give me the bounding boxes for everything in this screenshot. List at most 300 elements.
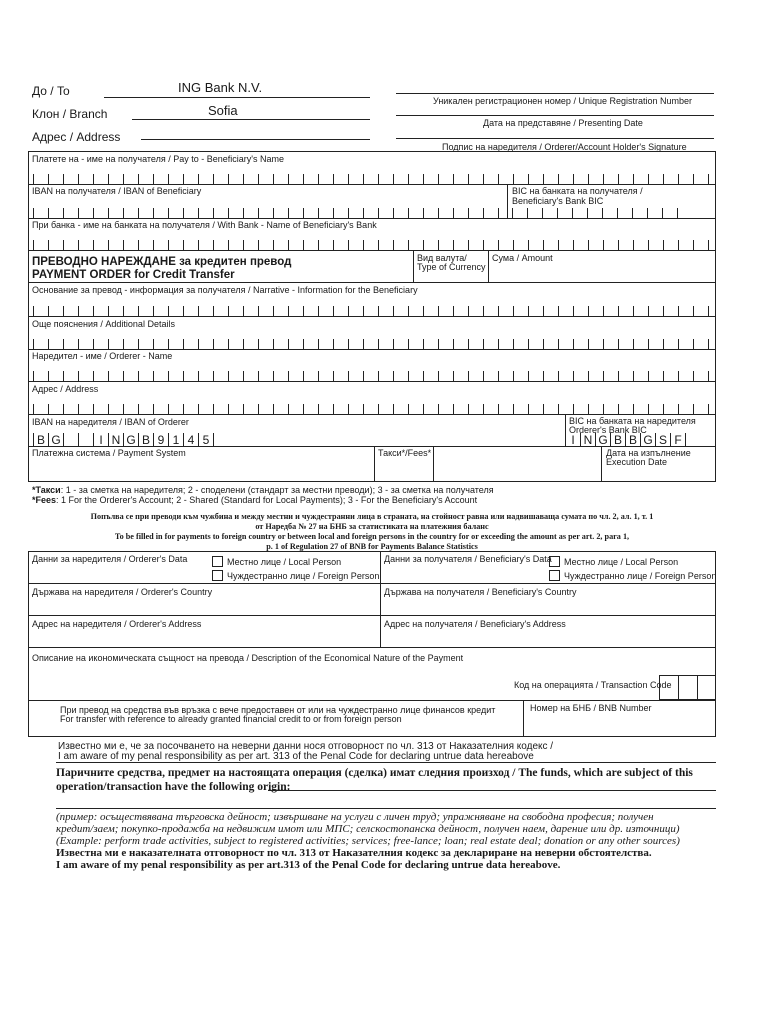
char-box[interactable]	[408, 240, 423, 250]
char-box[interactable]	[228, 371, 243, 381]
char-box[interactable]	[333, 371, 348, 381]
char-box[interactable]	[678, 306, 693, 316]
char-box[interactable]	[303, 208, 318, 218]
char-box[interactable]	[453, 371, 468, 381]
char-box[interactable]	[453, 306, 468, 316]
char-box[interactable]	[408, 404, 423, 414]
char-box[interactable]	[438, 404, 453, 414]
char-cell[interactable]: S	[655, 433, 670, 446]
char-box[interactable]	[168, 306, 183, 316]
char-box[interactable]	[153, 306, 168, 316]
char-box[interactable]	[303, 306, 318, 316]
char-box[interactable]	[273, 339, 288, 349]
char-box[interactable]	[123, 339, 138, 349]
char-box[interactable]	[423, 306, 438, 316]
char-box[interactable]	[168, 208, 183, 218]
char-box[interactable]	[93, 339, 108, 349]
char-box[interactable]	[93, 306, 108, 316]
char-box[interactable]	[528, 339, 543, 349]
char-box[interactable]	[573, 240, 588, 250]
char-box[interactable]	[48, 174, 63, 184]
char-box[interactable]	[393, 306, 408, 316]
char-box[interactable]	[693, 240, 708, 250]
char-box[interactable]	[498, 240, 513, 250]
char-box[interactable]	[558, 306, 573, 316]
char-cell[interactable]	[78, 433, 93, 446]
char-box[interactable]	[138, 306, 153, 316]
char-box[interactable]	[393, 339, 408, 349]
char-box[interactable]	[258, 208, 273, 218]
char-box[interactable]	[123, 174, 138, 184]
payto-char-boxes[interactable]	[33, 174, 709, 184]
char-box[interactable]	[363, 371, 378, 381]
char-cell[interactable]: I	[565, 433, 580, 446]
char-box[interactable]	[288, 306, 303, 316]
char-box[interactable]	[633, 240, 648, 250]
char-box[interactable]	[693, 306, 708, 316]
char-box[interactable]	[318, 240, 333, 250]
char-box[interactable]	[468, 371, 483, 381]
char-box[interactable]	[438, 339, 453, 349]
char-box[interactable]	[453, 174, 468, 184]
char-box[interactable]	[243, 339, 258, 349]
char-cell[interactable]: B	[138, 433, 153, 446]
char-box[interactable]	[348, 339, 363, 349]
char-box[interactable]	[393, 240, 408, 250]
char-box[interactable]	[273, 404, 288, 414]
char-box[interactable]	[108, 174, 123, 184]
char-box[interactable]	[198, 306, 213, 316]
char-box[interactable]	[468, 339, 483, 349]
orderer-local-checkbox[interactable]	[212, 556, 223, 567]
char-box[interactable]	[123, 371, 138, 381]
char-box[interactable]	[318, 174, 333, 184]
char-box[interactable]	[513, 174, 528, 184]
char-box[interactable]	[198, 371, 213, 381]
char-box[interactable]	[93, 240, 108, 250]
char-box[interactable]	[557, 208, 572, 218]
char-box[interactable]	[78, 208, 93, 218]
char-box[interactable]	[483, 208, 498, 218]
char-box[interactable]	[588, 339, 603, 349]
char-box[interactable]	[558, 339, 573, 349]
char-box[interactable]	[213, 306, 228, 316]
char-box[interactable]	[663, 306, 678, 316]
orderer-address-char-boxes[interactable]	[33, 404, 709, 414]
char-box[interactable]	[153, 240, 168, 250]
char-box[interactable]	[618, 404, 633, 414]
char-box[interactable]	[528, 240, 543, 250]
funds-origin-line[interactable]	[268, 790, 716, 791]
char-box[interactable]	[588, 174, 603, 184]
signature-line[interactable]	[396, 138, 714, 139]
char-cell[interactable]: G	[123, 433, 138, 446]
char-box[interactable]	[408, 174, 423, 184]
char-box[interactable]	[528, 404, 543, 414]
char-box[interactable]	[602, 208, 617, 218]
char-box[interactable]	[48, 339, 63, 349]
char-box[interactable]	[123, 208, 138, 218]
char-cell[interactable]: 5	[198, 433, 213, 446]
char-box[interactable]	[108, 306, 123, 316]
branch-value[interactable]: Sofia	[208, 103, 238, 118]
char-box[interactable]	[438, 208, 453, 218]
char-box[interactable]	[363, 208, 378, 218]
char-box[interactable]	[33, 208, 48, 218]
char-box[interactable]	[318, 306, 333, 316]
char-cell[interactable]: G	[48, 433, 63, 446]
char-box[interactable]	[528, 306, 543, 316]
with-bank-char-boxes[interactable]	[33, 240, 709, 250]
char-box[interactable]	[288, 208, 303, 218]
char-box[interactable]	[318, 371, 333, 381]
char-box[interactable]	[168, 240, 183, 250]
char-box[interactable]	[348, 371, 363, 381]
char-cell[interactable]	[63, 433, 78, 446]
char-box[interactable]	[528, 174, 543, 184]
char-box[interactable]	[423, 371, 438, 381]
char-box[interactable]	[183, 371, 198, 381]
char-box[interactable]	[63, 339, 78, 349]
char-box[interactable]	[617, 208, 632, 218]
char-box[interactable]	[303, 371, 318, 381]
char-box[interactable]	[333, 240, 348, 250]
char-box[interactable]	[183, 339, 198, 349]
char-box[interactable]	[483, 240, 498, 250]
char-box[interactable]	[183, 208, 198, 218]
char-box[interactable]	[213, 208, 228, 218]
char-box[interactable]	[93, 404, 108, 414]
char-box[interactable]	[573, 371, 588, 381]
char-box[interactable]	[588, 306, 603, 316]
char-box[interactable]	[693, 371, 708, 381]
char-box[interactable]	[543, 306, 558, 316]
char-cell[interactable]: 9	[153, 433, 168, 446]
char-cell[interactable]: I	[93, 433, 108, 446]
char-box[interactable]	[303, 174, 318, 184]
char-box[interactable]	[483, 404, 498, 414]
char-box[interactable]	[573, 306, 588, 316]
char-box[interactable]	[63, 208, 78, 218]
char-box[interactable]	[33, 404, 48, 414]
char-box[interactable]	[183, 404, 198, 414]
char-box[interactable]	[543, 174, 558, 184]
char-box[interactable]	[93, 371, 108, 381]
char-box[interactable]	[633, 174, 648, 184]
char-box[interactable]	[78, 404, 93, 414]
char-box[interactable]	[408, 306, 423, 316]
char-box[interactable]	[93, 174, 108, 184]
char-box[interactable]	[213, 240, 228, 250]
char-box[interactable]	[588, 371, 603, 381]
char-box[interactable]	[528, 371, 543, 381]
char-box[interactable]	[78, 174, 93, 184]
char-box[interactable]	[633, 404, 648, 414]
char-box[interactable]	[333, 174, 348, 184]
char-box[interactable]	[318, 404, 333, 414]
char-box[interactable]	[273, 174, 288, 184]
char-box[interactable]	[663, 240, 678, 250]
char-box[interactable]	[662, 208, 677, 218]
char-box[interactable]	[603, 174, 618, 184]
char-box[interactable]	[198, 174, 213, 184]
iban-beneficiary-char-boxes[interactable]	[33, 208, 499, 218]
char-box[interactable]	[558, 174, 573, 184]
char-box[interactable]	[393, 371, 408, 381]
char-box[interactable]	[198, 339, 213, 349]
char-box[interactable]	[258, 174, 273, 184]
char-cell[interactable]: B	[33, 433, 48, 446]
char-box[interactable]	[78, 306, 93, 316]
char-box[interactable]	[453, 208, 468, 218]
char-box[interactable]	[498, 174, 513, 184]
char-box[interactable]	[363, 404, 378, 414]
char-box[interactable]	[618, 240, 633, 250]
char-box[interactable]	[108, 240, 123, 250]
char-box[interactable]	[423, 240, 438, 250]
char-box[interactable]	[603, 371, 618, 381]
char-box[interactable]	[393, 404, 408, 414]
char-box[interactable]	[333, 339, 348, 349]
char-box[interactable]	[258, 339, 273, 349]
char-box[interactable]	[363, 174, 378, 184]
char-box[interactable]	[33, 240, 48, 250]
char-box[interactable]	[63, 371, 78, 381]
char-box[interactable]	[318, 339, 333, 349]
char-box[interactable]	[663, 174, 678, 184]
char-box[interactable]	[138, 208, 153, 218]
char-box[interactable]	[453, 240, 468, 250]
char-box[interactable]	[618, 174, 633, 184]
char-box[interactable]	[378, 404, 393, 414]
char-box[interactable]	[453, 404, 468, 414]
char-box[interactable]	[243, 174, 258, 184]
char-box[interactable]	[363, 339, 378, 349]
char-box[interactable]	[123, 240, 138, 250]
char-box[interactable]	[423, 339, 438, 349]
char-cell[interactable]: G	[640, 433, 655, 446]
char-cell[interactable]: 1	[168, 433, 183, 446]
char-box[interactable]	[78, 240, 93, 250]
char-box[interactable]	[498, 404, 513, 414]
char-box[interactable]	[303, 339, 318, 349]
char-box[interactable]	[273, 371, 288, 381]
char-box[interactable]	[498, 371, 513, 381]
char-box[interactable]	[678, 240, 693, 250]
char-box[interactable]	[408, 339, 423, 349]
address-line[interactable]	[141, 139, 370, 140]
char-box[interactable]	[228, 306, 243, 316]
char-box[interactable]	[183, 174, 198, 184]
orderer-iban-chars[interactable]	[33, 433, 214, 446]
char-box[interactable]	[243, 208, 258, 218]
char-box[interactable]	[468, 306, 483, 316]
char-box[interactable]	[258, 404, 273, 414]
char-box[interactable]	[573, 339, 588, 349]
char-box[interactable]	[678, 174, 693, 184]
char-box[interactable]	[123, 306, 138, 316]
presenting-date-line[interactable]	[396, 115, 714, 116]
char-box[interactable]	[168, 339, 183, 349]
char-box[interactable]	[468, 404, 483, 414]
char-box[interactable]	[468, 240, 483, 250]
char-box[interactable]	[213, 371, 228, 381]
char-box[interactable]	[633, 371, 648, 381]
char-box[interactable]	[438, 306, 453, 316]
char-box[interactable]	[423, 208, 438, 218]
char-box[interactable]	[393, 174, 408, 184]
char-box[interactable]	[648, 339, 663, 349]
char-box[interactable]	[378, 240, 393, 250]
funds-origin-line-2[interactable]	[56, 808, 716, 809]
char-box[interactable]	[138, 371, 153, 381]
char-box[interactable]	[153, 339, 168, 349]
char-box[interactable]	[258, 371, 273, 381]
char-box[interactable]	[243, 371, 258, 381]
char-box[interactable]	[483, 306, 498, 316]
char-box[interactable]	[318, 208, 333, 218]
orderer-bic-chars[interactable]	[565, 433, 686, 446]
char-box[interactable]	[378, 174, 393, 184]
char-box[interactable]	[63, 404, 78, 414]
char-box[interactable]	[618, 306, 633, 316]
char-box[interactable]	[542, 208, 557, 218]
beneficiary-foreign-checkbox[interactable]	[549, 570, 560, 581]
char-box[interactable]	[138, 339, 153, 349]
char-box[interactable]	[213, 339, 228, 349]
char-box[interactable]	[303, 240, 318, 250]
char-box[interactable]	[33, 339, 48, 349]
char-box[interactable]	[648, 240, 663, 250]
char-box[interactable]	[243, 240, 258, 250]
char-box[interactable]	[198, 240, 213, 250]
char-box[interactable]	[138, 404, 153, 414]
char-box[interactable]	[108, 371, 123, 381]
char-box[interactable]	[603, 306, 618, 316]
beneficiary-local-checkbox[interactable]	[549, 556, 560, 567]
unique-reg-line[interactable]	[396, 93, 714, 94]
char-box[interactable]	[483, 371, 498, 381]
char-box[interactable]	[168, 174, 183, 184]
char-box[interactable]	[138, 174, 153, 184]
char-box[interactable]	[363, 240, 378, 250]
char-box[interactable]	[288, 174, 303, 184]
char-box[interactable]	[48, 208, 63, 218]
beneficiary-local-option[interactable]	[549, 556, 678, 567]
char-box[interactable]	[663, 339, 678, 349]
char-box[interactable]	[513, 306, 528, 316]
char-box[interactable]	[198, 404, 213, 414]
char-box[interactable]	[498, 339, 513, 349]
char-cell[interactable]: G	[595, 433, 610, 446]
char-box[interactable]	[663, 371, 678, 381]
char-box[interactable]	[678, 371, 693, 381]
char-cell[interactable]: F	[670, 433, 685, 446]
char-box[interactable]	[153, 371, 168, 381]
char-box[interactable]	[513, 240, 528, 250]
char-box[interactable]	[647, 208, 662, 218]
char-box[interactable]	[512, 208, 527, 218]
char-box[interactable]	[438, 371, 453, 381]
char-box[interactable]	[543, 339, 558, 349]
orderer-foreign-checkbox[interactable]	[212, 570, 223, 581]
char-box[interactable]	[513, 371, 528, 381]
char-box[interactable]	[33, 371, 48, 381]
char-box[interactable]	[438, 240, 453, 250]
char-box[interactable]	[603, 404, 618, 414]
char-box[interactable]	[168, 404, 183, 414]
char-box[interactable]	[168, 371, 183, 381]
char-box[interactable]	[632, 208, 647, 218]
char-box[interactable]	[48, 306, 63, 316]
transaction-code-boxes[interactable]	[659, 675, 716, 700]
to-value[interactable]: ING Bank N.V.	[178, 80, 263, 95]
char-box[interactable]	[453, 339, 468, 349]
char-box[interactable]	[33, 174, 48, 184]
char-box[interactable]	[33, 306, 48, 316]
orderer-foreign-option[interactable]	[212, 570, 379, 581]
char-cell[interactable]: 4	[183, 433, 198, 446]
char-cell[interactable]: B	[625, 433, 640, 446]
char-box[interactable]	[48, 404, 63, 414]
char-cell[interactable]: N	[108, 433, 123, 446]
char-box[interactable]	[93, 208, 108, 218]
char-box[interactable]	[348, 208, 363, 218]
char-box[interactable]	[288, 339, 303, 349]
char-box[interactable]	[348, 174, 363, 184]
char-box[interactable]	[288, 371, 303, 381]
char-box[interactable]	[213, 174, 228, 184]
char-box[interactable]	[273, 208, 288, 218]
char-box[interactable]	[228, 339, 243, 349]
additional-details-char-boxes[interactable]	[33, 339, 709, 349]
char-box[interactable]	[288, 404, 303, 414]
char-box[interactable]	[108, 404, 123, 414]
char-box[interactable]	[468, 174, 483, 184]
char-box[interactable]	[78, 339, 93, 349]
char-box[interactable]	[588, 240, 603, 250]
char-box[interactable]	[573, 174, 588, 184]
char-box[interactable]	[648, 404, 663, 414]
char-cell[interactable]: B	[610, 433, 625, 446]
char-box[interactable]	[558, 404, 573, 414]
char-box[interactable]	[572, 208, 587, 218]
char-box[interactable]	[108, 208, 123, 218]
char-box[interactable]	[288, 240, 303, 250]
char-box[interactable]	[543, 240, 558, 250]
char-box[interactable]	[153, 208, 168, 218]
char-box[interactable]	[63, 306, 78, 316]
char-box[interactable]	[273, 240, 288, 250]
char-box[interactable]	[153, 404, 168, 414]
char-box[interactable]	[378, 371, 393, 381]
char-box[interactable]	[693, 174, 708, 184]
char-box[interactable]	[587, 208, 602, 218]
char-box[interactable]	[633, 339, 648, 349]
char-box[interactable]	[123, 404, 138, 414]
char-box[interactable]	[183, 240, 198, 250]
char-box[interactable]	[138, 240, 153, 250]
char-box[interactable]	[633, 306, 648, 316]
char-box[interactable]	[228, 208, 243, 218]
char-box[interactable]	[513, 339, 528, 349]
char-box[interactable]	[648, 371, 663, 381]
char-box[interactable]	[378, 208, 393, 218]
char-box[interactable]	[423, 404, 438, 414]
char-box[interactable]	[498, 306, 513, 316]
char-box[interactable]	[183, 306, 198, 316]
char-box[interactable]	[513, 404, 528, 414]
